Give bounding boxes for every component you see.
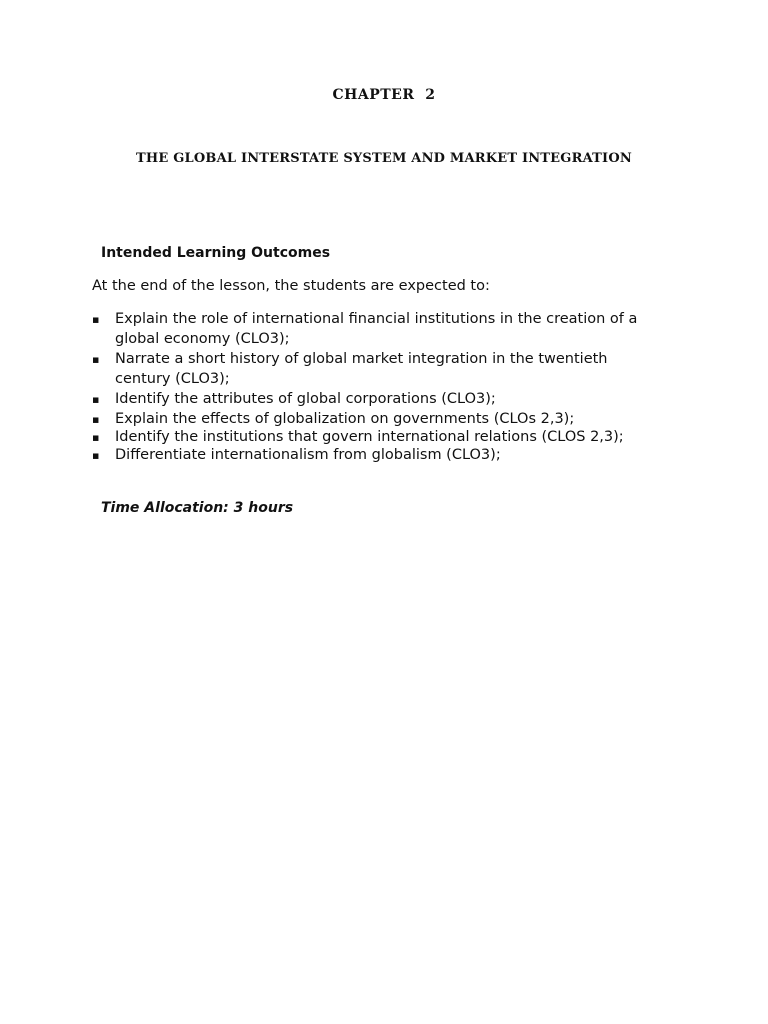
learning-outcomes-heading: Intended Learning Outcomes	[101, 245, 331, 261]
bullet-icon: ▪	[92, 313, 100, 326]
bullet-icon: ▪	[92, 353, 100, 366]
outcome-text: Explain the role of international financial institutions in the creation of a global economy (CLO3);	[115, 311, 638, 347]
chapter-title: THE GLOBAL INTERSTATE SYSTEM AND MARKET INTEGRATION	[136, 151, 632, 166]
bullet-icon: ▪	[92, 431, 100, 444]
outcome-text: Explain the effects of globalization on governments (CLOs 2,3);	[115, 411, 575, 427]
learning-outcomes-intro: At the end of the lesson, the students are expected to:	[92, 278, 490, 294]
outcome-text: Identify the institutions that govern international relations (CLOS 2,3);	[115, 429, 624, 445]
bullet-icon: ▪	[92, 393, 100, 406]
outcome-text: Narrate a short history of global market integration in the twentieth century (CLO3);	[115, 351, 608, 387]
bullet-icon: ▪	[92, 449, 100, 462]
time-allocation: Time Allocation: 3 hours	[101, 500, 294, 516]
chapter-heading: CHAPTER 2	[332, 87, 436, 103]
outcome-text: Differentiate internationalism from globalism (CLO3);	[115, 447, 501, 463]
outcome-text: Identify the attributes of global corporations (CLO3);	[115, 391, 496, 407]
bullet-icon: ▪	[92, 413, 100, 426]
